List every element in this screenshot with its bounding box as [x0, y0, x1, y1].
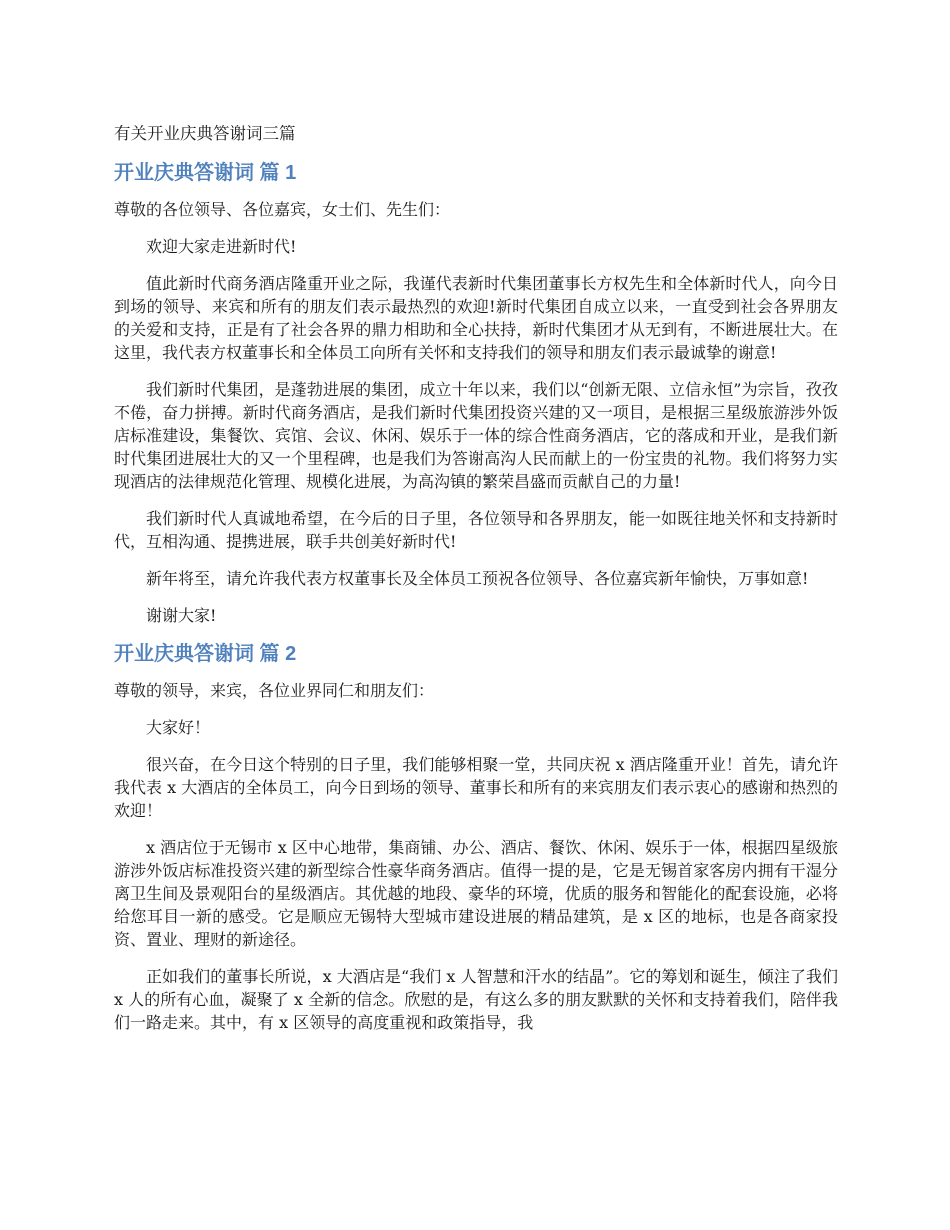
closing-line: 谢谢大家! [146, 606, 217, 625]
section-1 [114, 160, 838, 627]
paragraph: 大家好！ [146, 718, 211, 737]
paragraph: 值此新时代商务酒店隆重开业之际，我谨代表新时代集团董事长方权先生和全体新时代人，向今日到场的领导、来宾和所有的朋友们表示最热烈的欢迎!新时代集团自成立以来，一直受到社会各界朋友的关爱和支持，正是有了社会各界的鼎力相助和全心扶持，新时代集团才从无到有，不断进展壮大。在这里，我代表方权董事长和全体员工向所有关怀和支持我们的领导和朋友们表示最诚挚的谢意! [114, 274, 838, 362]
paragraph: 我们新时代人真诚地希望，在今后的日子里，各位领导和各界朋友，能一如既往地关怀和支持新时代，互相沟通、提携进展，联手共创美好新时代! [114, 509, 838, 551]
section-2 [114, 641, 838, 1034]
document-title: 有关开业庆典答谢词三篇 [114, 124, 296, 143]
salutation: 尊敬的领导，来宾，各位业界同仁和朋友们： [114, 681, 435, 700]
paragraph: x 酒店位于无锡市 x 区中心地带，集商铺、办公、酒店、餐饮、休闲、娱乐于一体，根据四星级旅游涉外饭店标准投资兴建的新型综合性豪华商务酒店。值得一提的是，它是无锡首家客房内拥有干湿分离卫生间及景观阳台的星级酒店。其优越的地段、豪华的环境，优质的服务和智能化的配套设施，必将给您耳目一新的感受。它是顺应无锡特大型城市建设进展的精品建筑，是 x 区的地标，也是各商家投资、置业、理财的新途径。 [114, 838, 838, 949]
paragraph: 新年将至，请允许我代表方权董事长及全体员工预祝各位领导、各位嘉宾新年愉快，万事如意! [146, 569, 809, 588]
section-2-heading: 开业庆典答谢词 篇 2 [114, 643, 297, 665]
document-body [114, 122, 838, 1048]
paragraph: 很兴奋，在今日这个特别的日子里，我们能够相聚一堂，共同庆祝 x 酒店隆重开业！首先，请允许我代表 x 大酒店的全体员工，向今日到场的领导、董事长和所有的来宾朋友们表示衷心的感谢和热烈的欢迎！ [114, 755, 838, 820]
paragraph: 欢迎大家走进新时代! [146, 237, 297, 256]
salutation: 尊敬的各位领导、各位嘉宾，女士们、先生们： [114, 200, 451, 219]
paragraph: 我们新时代集团，是蓬勃进展的集团，成立十年以来，我们以“创新无限、立信永恒”为宗旨，孜孜不倦，奋力拼搏。新时代商务酒店，是我们新时代集团投资兴建的又一项目，是根据三星级旅游涉外饭店标准建设，集餐饮、宾馆、会议、休闲、娱乐于一体的综合性商务酒店，它的落成和开业，是我们新时代集团进展壮大的又一个里程碑，也是我们为答谢高沟人民而献上的一份宝贵的礼物。我们将努力实现酒店的法律规范化管理、规模化进展，为高沟镇的繁荣昌盛而贡献自己的力量! [114, 380, 838, 491]
section-1-heading: 开业庆典答谢词 篇 1 [114, 162, 297, 184]
paragraph: 正如我们的董事长所说，x 大酒店是“我们 x 人智慧和汗水的结晶”。它的筹划和诞生，倾注了我们 x 人的所有心血，凝聚了 x 全新的信念。欣慰的是，有这么多的朋友默默的关怀和支持着我们，陪伴我们一路走来。其中，有 x 区领导的高度重视和政策指导，我 [114, 967, 838, 1032]
